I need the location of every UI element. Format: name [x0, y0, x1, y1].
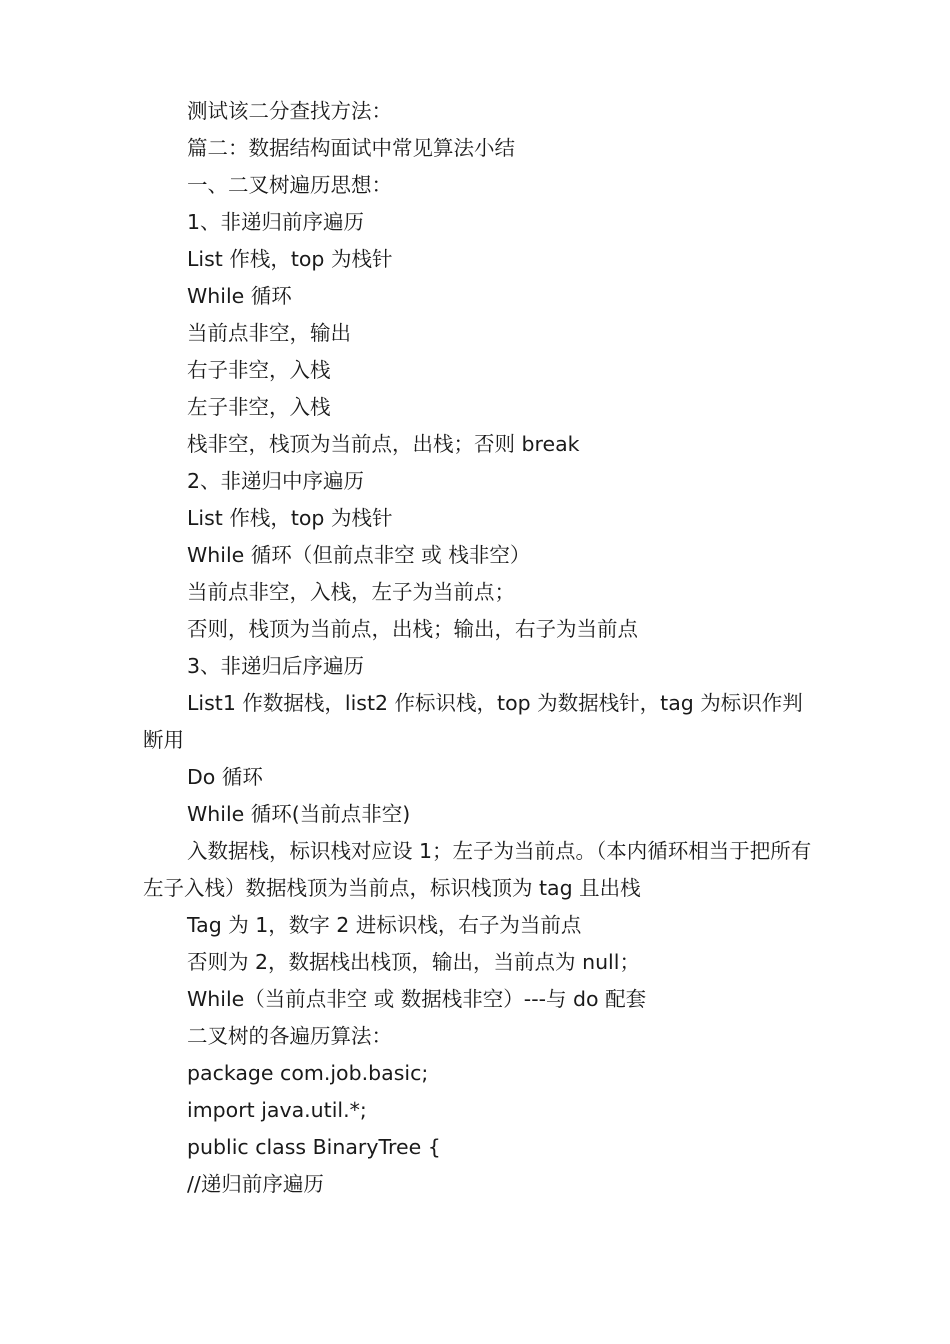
paragraph: While 循环(当前点非空)	[187, 802, 411, 826]
paragraph: 左子非空，入栈	[187, 395, 331, 419]
paragraph: 当前点非空，输出	[187, 321, 351, 345]
paragraph: 否则，栈顶为当前点，出栈；输出，右子为当前点	[187, 617, 638, 641]
paragraph: 二叉树的各遍历算法：	[187, 1024, 392, 1048]
paragraph: 一、二叉树遍历思想：	[187, 173, 392, 197]
paragraph: public class BinaryTree {	[187, 1135, 441, 1159]
paragraph: 当前点非空，入栈，左子为当前点；	[187, 580, 515, 604]
paragraph: 3、非递归后序遍历	[187, 654, 365, 678]
paragraph: While 循环（但前点非空 或 栈非空）	[187, 543, 531, 567]
paragraph: List 作栈，top 为栈针	[187, 506, 393, 530]
paragraph: List1 作数据栈，list2 作标识栈，top 为数据栈针，tag 为标识作判断用	[143, 691, 803, 752]
paragraph: 栈非空，栈顶为当前点，出栈；否则 break	[187, 432, 580, 456]
paragraph: While（当前点非空 或 数据栈非空）---与 do 配套	[187, 987, 647, 1011]
document-body	[143, 93, 813, 1203]
paragraph: Do 循环	[187, 765, 263, 789]
paragraph: List 作栈，top 为栈针	[187, 247, 393, 271]
paragraph: //递归前序遍历	[187, 1172, 324, 1196]
paragraph: 右子非空，入栈	[187, 358, 331, 382]
paragraph: import java.util.*;	[187, 1098, 367, 1122]
paragraph: 篇二：数据结构面试中常见算法小结	[187, 136, 515, 160]
paragraph: package com.job.basic;	[187, 1061, 429, 1085]
paragraph: 1、非递归前序遍历	[187, 210, 365, 234]
paragraph: Tag 为 1，数字 2 进标识栈，右子为当前点	[187, 913, 582, 937]
paragraph: 入数据栈，标识栈对应设 1；左子为当前点。（本内循环相当于把所有左子入栈）数据栈顶为当前点，标识栈顶为 tag 且出栈	[143, 839, 812, 900]
paragraph: While 循环	[187, 284, 292, 308]
paragraph: 否则为 2，数据栈出栈顶，输出，当前点为 null；	[187, 950, 640, 974]
paragraph: 测试该二分查找方法：	[187, 99, 392, 123]
paragraph: 2、非递归中序遍历	[187, 469, 365, 493]
